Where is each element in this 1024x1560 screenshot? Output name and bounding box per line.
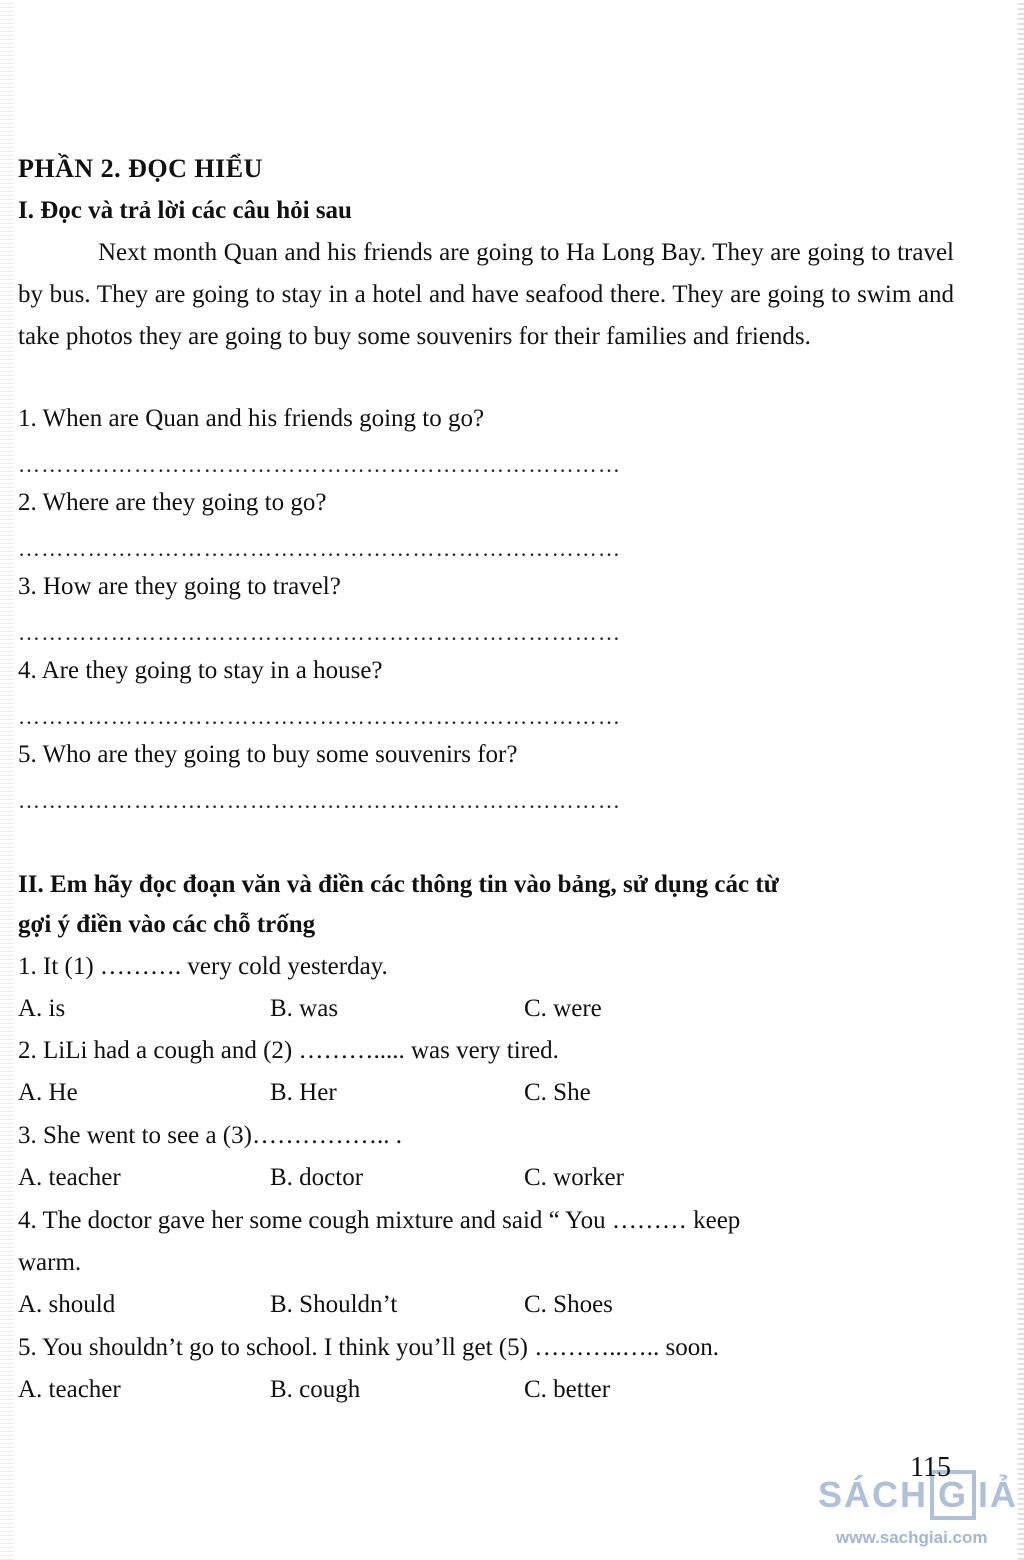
- watermark-box: G: [930, 1470, 976, 1520]
- mc5-option-b: B. cough: [270, 1376, 361, 1403]
- mc-question-2: 2. LiLi had a cough and (2) ………..... was very tired.: [18, 1037, 559, 1064]
- mc-question-3: 3. She went to see a (3)…………….. .: [18, 1122, 402, 1149]
- mc-question-4-cont: warm.: [18, 1249, 82, 1276]
- page-number: 115: [910, 1452, 951, 1483]
- question-1: 1. When are Quan and his friends going to go?: [18, 405, 485, 432]
- answer-line-4: ……………………………………………………………………: [18, 704, 622, 729]
- mc5-option-c: C. better: [524, 1376, 611, 1403]
- mc1-option-c: C. were: [524, 995, 602, 1022]
- mc5-option-a: A. teacher: [18, 1376, 121, 1403]
- part1-heading: I. Đọc và trả lời các câu hỏi sau: [18, 197, 352, 224]
- part2-heading-line2: gợi ý điền vào các chỗ trống: [18, 911, 316, 938]
- scan-edge-left: [0, 0, 14, 1560]
- mc4-option-a: A. should: [18, 1291, 116, 1318]
- question-3: 3. How are they going to travel?: [18, 573, 341, 600]
- mc-question-4: 4. The doctor gave her some cough mixture and said “ You ……… keep: [18, 1207, 741, 1234]
- answer-line-2: ……………………………………………………………………: [18, 536, 622, 561]
- mc2-option-b: B. Her: [270, 1079, 337, 1106]
- question-5: 5. Who are they going to buy some souvenirs for?: [18, 741, 518, 768]
- mc1-option-b: B. was: [270, 995, 339, 1022]
- mc-question-1: 1. It (1) ………. very cold yesterday.: [18, 953, 388, 980]
- mc3-option-c: C. worker: [524, 1164, 624, 1191]
- mc2-option-c: C. She: [524, 1079, 591, 1106]
- reading-passage: [18, 232, 954, 358]
- mc3-option-a: A. teacher: [18, 1164, 121, 1191]
- answer-line-1: ……………………………………………………………………: [18, 452, 622, 477]
- answer-line-3: ……………………………………………………………………: [18, 620, 622, 645]
- mc2-option-a: A. He: [18, 1079, 78, 1106]
- mc3-option-b: B. doctor: [270, 1164, 364, 1191]
- passage-text: Next month Quan and his friends are going to Ha Long Bay. They are going to travel by bus. They are going to stay in a hotel and have seafood there. They are going to swim and take photos they are going to buy some souvenirs for their families and friends.: [18, 239, 954, 350]
- part2-heading-line1: II. Em hãy đọc đoạn văn và điền các thông tin vào bảng, sử dụng các từ: [18, 871, 779, 898]
- question-4: 4. Are they going to stay in a house?: [18, 657, 383, 684]
- watermark-right: IẢ: [978, 1474, 1019, 1515]
- scan-edge-right: [1018, 0, 1024, 1560]
- mc4-option-b: B. Shouldn’t: [270, 1291, 398, 1318]
- watermark-url: www.sachgiai.com: [836, 1528, 988, 1547]
- question-2: 2. Where are they going to go?: [18, 489, 327, 516]
- watermark-left: SÁCH: [818, 1474, 929, 1515]
- mc4-option-c: C. Shoes: [524, 1291, 613, 1318]
- mc1-option-a: A. is: [18, 995, 66, 1022]
- mc-question-5: 5. You shouldn’t go to school. I think you’ll get (5) ………..….. soon.: [18, 1334, 719, 1361]
- section-title: PHẦN 2. ĐỌC HIỂU: [18, 154, 263, 183]
- answer-line-5: ……………………………………………………………………: [18, 788, 622, 813]
